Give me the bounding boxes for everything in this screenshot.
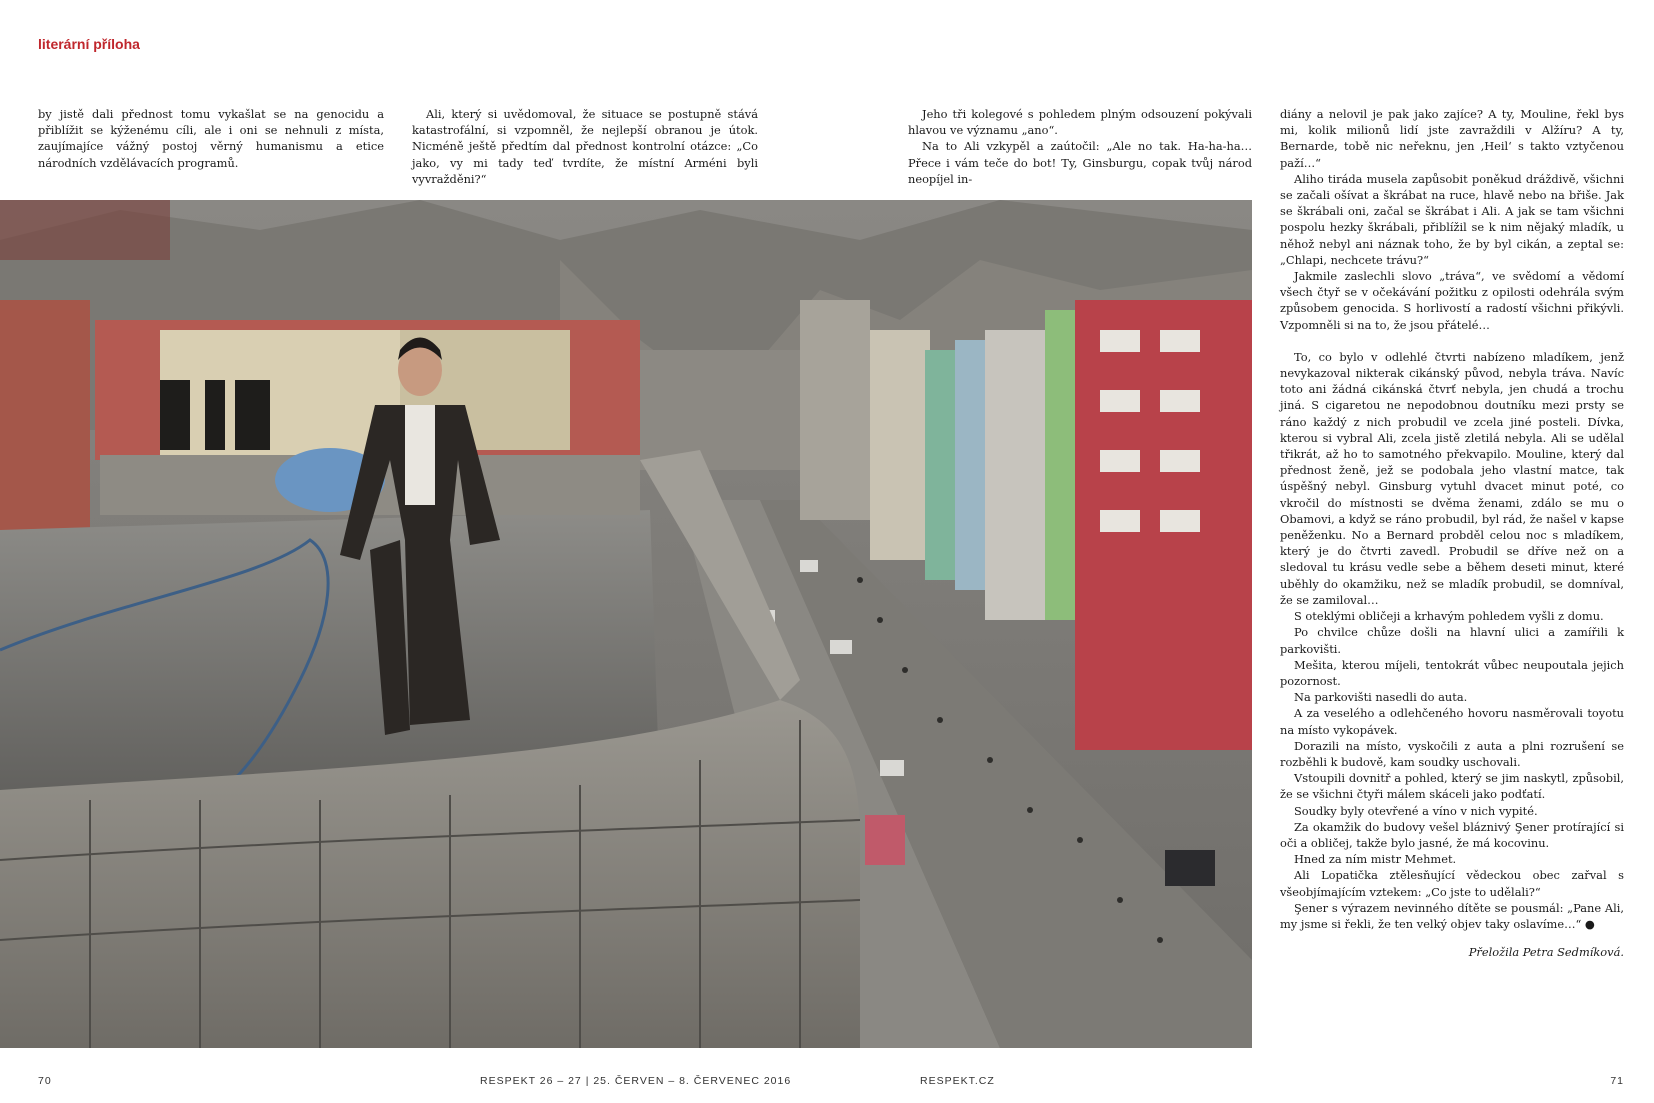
paragraph: Ali, který si uvědomoval, že situace se postupně stává katastrofální, si vzpomněl, že nejlepší obranou je útok. Nicméně ještě předtím dal přednost kontrolní otázce: „Co jako, vy mi tady teď tvrdíte, že místní Arméni byli vyvražděni?“ (412, 107, 758, 186)
paragraph: Hned za ním mistr Mehmet. (1294, 852, 1457, 867)
paragraph: A za veselého a odlehčeného hovoru nasměrovali toyotu na místo vykopávek. (1280, 706, 1624, 737)
text-column-2 (412, 106, 758, 187)
translator-credit: Přeložila Petra Sedmíková. (1468, 945, 1624, 960)
text-column-right (1280, 106, 1624, 960)
paragraph: To, co bylo v odlehlé čtvrti nabízeno mladíkem, jenž nevykazoval nikterak cikánský původ, nebyla tráva. Navíc toto ani žádná cikánská čtvrť nebyla, jen chudá a trochu jiná. S cigaretou ne nepodobnou doutníku mezi prsty se ráno každý z nich probudil ve zcela jiné posteli. Dívka, kterou si vybral Ali, zcela jistě zletilá nebyla. Ali se udělal třikrát, až ho to samotného překvapilo. Mouline, který dal přednost ženě, jež se podobala jeho vlastní matce, tak úspěšný nebyl. Ginsburg vytuhl dvacet minut poté, co vkročil do místnosti se dvěma ženami, zdálo se mu o Obamovi, a když se ráno probudil, byl rád, že našel v kapse peněženku. No a Bernard probděl celou noc s mladíkem, který je do čtvrti zavedl. Probudil se dříve než on a sledoval tu krásu vedle sebe a během deseti minut, které uběhly do okamžiku, než se mladík probudil, se domníval, že se zamiloval… (1280, 349, 1624, 607)
paragraph: S oteklými obličeji a krhavým pohledem vyšli z domu. (1294, 609, 1604, 624)
paragraph: Jeho tři kolegové s pohledem plným odsouzení pokývali hlavou ve významu „ano“. (908, 107, 1252, 138)
page-number-left: 70 (38, 1075, 52, 1087)
paragraph: Jakmile zaslechli slovo „tráva“, ve svědomí a vědomí všech čtyř se v očekávání požitku z opilosti odehrála svým způsobem genocida. S horlivostí a radostí všichni přikývli. Vzpomněli si na to, že jsou přátelé… (1280, 269, 1624, 332)
paragraph: Mešita, kterou míjeli, tentokrát vůbec neupoutala jejich pozornost. (1280, 657, 1624, 688)
paragraph: Na to Ali vzkypěl a zaútočil: „Ale no tak. Ha-ha-ha… Přece i vám teče do bot! Ty, Ginsburgu, copak tvůj národ neopíjel in- (908, 139, 1252, 186)
paragraph: Po chvilce chůze došli na hlavní ulici a zamířili k parkovišti. (1280, 625, 1624, 656)
paragraph: Ali Lopatička ztělesňující vědeckou obec zařval s všeobjímajícím vztekem: „Co jste to udělali?“ (1280, 868, 1624, 899)
paragraph: diány a nelovil je pak jako zajíce? A ty, Mouline, řekl bys mi, kolik milionů lidí jste zavraždili v Alžíru? A ty, Bernarde, tobě nic neřeknu, jen ‚Heil‘ s takto vztyčenou paží…“ (1280, 107, 1624, 170)
paragraph: Şener s výrazem nevinného dítěte se pousmál: „Pane Ali, my jsme si řekli, že ten velký objev taky oslavíme…“ ● (1280, 900, 1624, 931)
magazine-issue: RESPEKT 26 – 27 | 25. ČERVEN – 8. ČERVENEC 2016 (480, 1075, 792, 1087)
paragraph: Soudky byly otevřené a víno v nich vypité. (1294, 803, 1538, 818)
website: RESPEKT.CZ (920, 1075, 995, 1087)
paragraph: Dorazili na místo, vyskočili z auta a plni rozrušení se rozběhli k budově, kam soudky uschovali. (1280, 738, 1624, 769)
section-label: literární příloha (38, 36, 140, 52)
rooftop-street-photo (0, 200, 1252, 1048)
page-number-right: 71 (1610, 1075, 1624, 1087)
text-column-3 (908, 106, 1252, 187)
paragraph: Na parkovišti nasedli do auta. (1294, 690, 1468, 705)
paragraph: Za okamžik do budovy vešel bláznivý Şener protírající si oči a obličej, takže bylo jasné, že má kocovinu. (1280, 819, 1624, 850)
paragraph: by jistě dali přednost tomu vykašlat se na genocidu a přiblížit se kýženému cíli, ale i oni se nehnuli z místa, zaujímajíce vážný postoj věrný humanismu a etice národních vzdělávacích programů. (38, 107, 384, 170)
paragraph: Aliho tiráda musela zapůsobit poněkud dráždivě, všichni se začali ošívat a škrábat na ruce, hlavě nebo na břiše. Jak se škrábali oni, začal se škrábat i Ali. A jak se tam všichni pospolu hezky škrábali, přiblížil se k nim nějaký mladík, u něhož nebyl ani náznak toho, že by byl cikán, a zeptal se: „Chlapi, nechcete trávu?“ (1280, 171, 1624, 267)
paragraph: Vstoupili dovnitř a pohled, který se jim naskytl, způsobil, že se všichni čtyři málem skáceli jako podťatí. (1280, 771, 1624, 802)
text-column-1 (38, 106, 384, 171)
